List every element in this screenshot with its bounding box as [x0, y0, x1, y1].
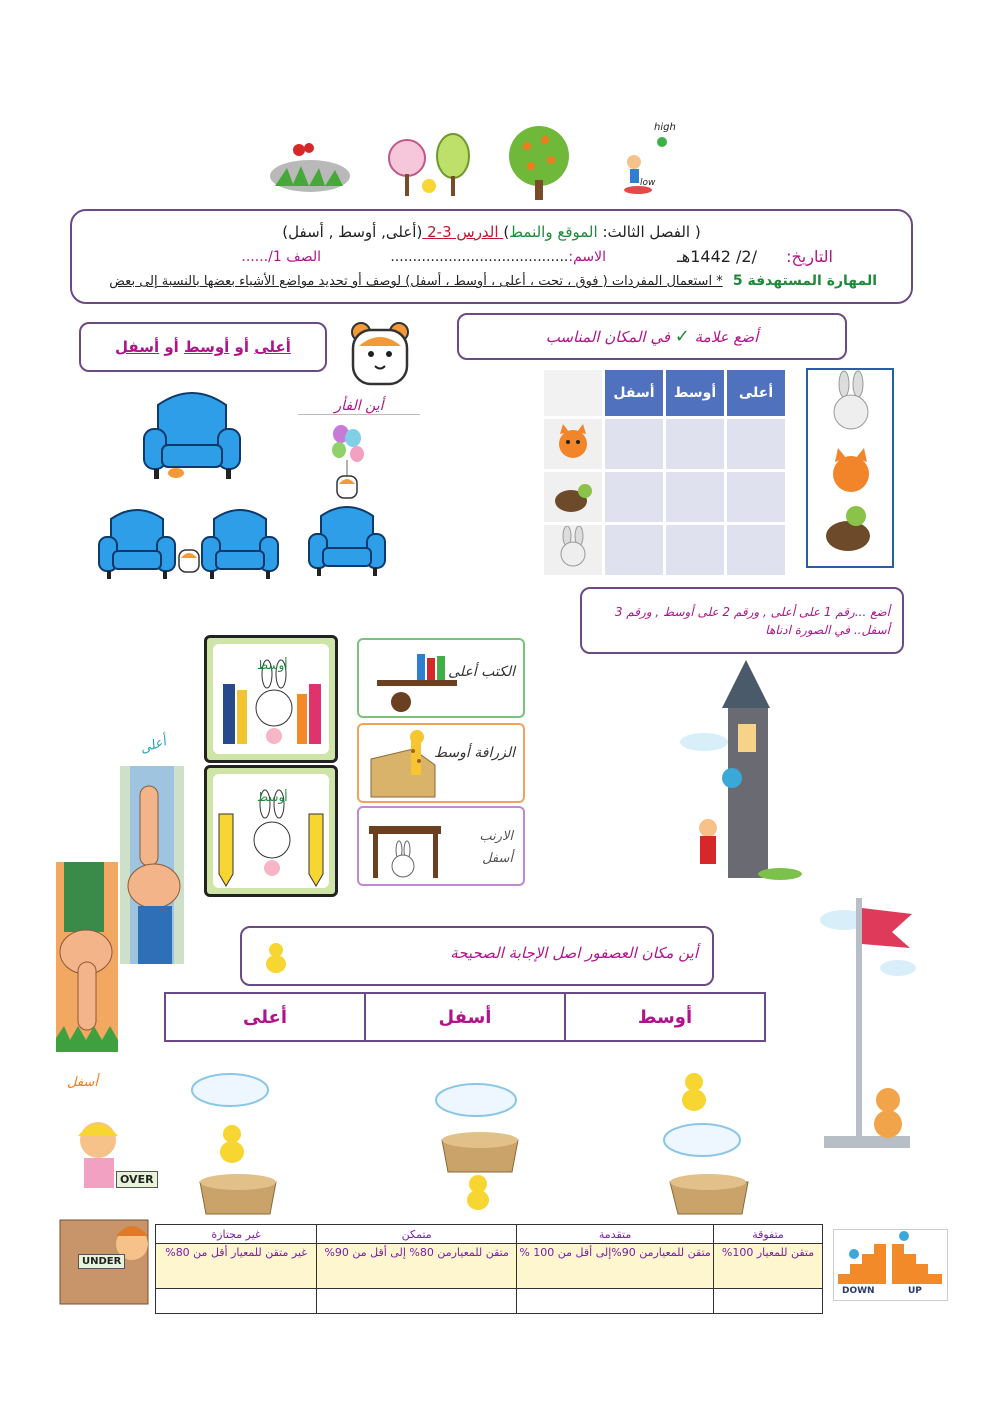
rubric-mark-advanced[interactable] — [517, 1289, 714, 1314]
balloon-mouse — [327, 424, 369, 502]
row-cat — [544, 419, 602, 469]
book-card-bottom — [204, 765, 338, 897]
date-label: التاريخ: — [786, 247, 833, 266]
rubric-mark-proficient[interactable] — [317, 1289, 517, 1314]
hamster-picture — [347, 318, 413, 388]
header-top: أعلى — [727, 370, 785, 416]
row-rabbit — [544, 525, 602, 575]
scene-card-rabbit — [357, 806, 525, 886]
rabbit-icon — [545, 526, 601, 570]
stairs-down-label: DOWN — [842, 1286, 875, 1296]
check-text-before: أضع علامة — [694, 328, 759, 346]
rubric-mark-failed[interactable] — [156, 1289, 317, 1314]
scene-giraffe-text: الزرافة أوسط — [434, 745, 515, 761]
finger-down-picture — [56, 862, 118, 1052]
row-turtle — [544, 472, 602, 522]
cell-rabbit-bottom[interactable] — [605, 525, 663, 575]
chapter-title: ( الفصل الثالث: الموقع والنمط) الدرس 3-2 (أعلى, أوسط , أسفل) — [282, 223, 701, 241]
rubric-d-advanced: متقن للمعيارمن 90%إلى أقل من 100 % — [517, 1244, 714, 1289]
name-blank[interactable]: ........................................ — [390, 249, 569, 265]
cell-cat-top[interactable] — [727, 419, 785, 469]
over-under-picture — [48, 1116, 160, 1306]
or-2: أو — [159, 338, 185, 356]
option-middle: أوسط — [184, 338, 230, 356]
rubric-h-proficient: متمكن — [317, 1225, 517, 1244]
rubric-d-proficient: متقن للمعيارمن 80% إلى أقل من 90% — [317, 1244, 517, 1289]
rock-ant-picture — [265, 128, 355, 193]
tower-picture — [672, 660, 802, 882]
answer-middle[interactable]: أوسط — [565, 993, 765, 1041]
skill-line — [109, 273, 877, 289]
header-bottom: أسفل — [605, 370, 663, 416]
option-top: أعلى — [254, 338, 291, 356]
number-instruction-box: أضع ...رقم 1 على أعلى , ورقم 2 على أوسط , ورقم 3 أسفل.. في الصورة ادناها — [580, 587, 904, 654]
rubric-d-failed: غير متقن للمعيار أقل من 80% — [156, 1244, 317, 1289]
answer-row — [164, 992, 766, 1042]
book-card-top-label: أوسط — [257, 658, 288, 672]
rubric-mark-excellent[interactable] — [714, 1289, 823, 1314]
rubric-h-failed: غير مجتازة — [156, 1225, 317, 1244]
date-line — [677, 247, 833, 266]
check-mark-icon: ✓ — [674, 326, 690, 347]
under-sign: UNDER — [78, 1254, 125, 1269]
chapter-topic: الموقع والنمط — [509, 223, 598, 241]
stump-scene-right — [660, 1070, 770, 1218]
chair-left — [97, 503, 177, 583]
mouse-question: أين الفأر — [298, 398, 420, 415]
finger-down-label: أسفل — [67, 1075, 98, 1090]
chapter-prefix: ( الفصل الثالث: — [597, 223, 701, 241]
scene-rabbit-text: الارنب أسفل — [479, 829, 513, 866]
options-box — [79, 322, 327, 372]
high-low-picture — [620, 122, 682, 197]
name-label: الاسم: — [568, 249, 606, 265]
animal-stack — [806, 368, 894, 568]
book-card-bottom-label: أوسط — [257, 790, 288, 804]
check-text-after: في المكان المناسب — [545, 328, 670, 346]
or-1: أو — [229, 338, 255, 356]
finger-up-label: أعلى — [138, 734, 169, 757]
cell-turtle-bottom[interactable] — [605, 472, 663, 522]
answer-bottom[interactable]: أسفل — [365, 993, 565, 1041]
class-label[interactable]: الصف 1/...... — [241, 249, 321, 265]
fruit-tree-picture — [505, 122, 573, 202]
chair-top — [140, 385, 245, 485]
cat-icon — [545, 420, 601, 464]
stairs-picture — [833, 1229, 948, 1301]
scene-card-books — [357, 638, 525, 718]
scene-card-giraffe — [357, 723, 525, 803]
high-label: high — [654, 122, 676, 133]
cell-turtle-top[interactable] — [727, 472, 785, 522]
rubric-h-advanced: متقدمة — [517, 1225, 714, 1244]
over-sign: OVER — [116, 1171, 158, 1188]
chick-icon — [260, 936, 292, 976]
scene-books-text: الكتب أعلى — [448, 664, 515, 680]
corner-cell — [544, 370, 602, 416]
cell-rabbit-middle[interactable] — [666, 525, 724, 575]
skill-text: * استعمال المفردات ( فوق ، تحت ، أعلى ، أوسط ، أسفل) لوصف أو تحديد مواضع الأشياء بعضها بالنسبة إلى بعض — [109, 274, 723, 289]
turtle-icon — [545, 473, 601, 517]
answer-top[interactable]: أعلى — [165, 993, 365, 1041]
skill-label: المهارة المستهدفة 5 — [732, 273, 877, 289]
flagpole-picture — [818, 884, 918, 1154]
header-box — [70, 209, 913, 304]
check-instruction-box — [457, 313, 847, 360]
chair-right — [307, 500, 387, 582]
book-card-top — [204, 635, 338, 763]
lesson-topic: (أعلى, أوسط , أسفل) — [282, 223, 423, 241]
bird-question-box — [240, 926, 714, 986]
cell-rabbit-top[interactable] — [727, 525, 785, 575]
stump-scene-middle — [432, 1080, 532, 1212]
cell-cat-middle[interactable] — [666, 419, 724, 469]
date-value: /2/ 1442هـ — [677, 247, 757, 266]
position-mark-table — [541, 367, 788, 578]
low-label: low — [640, 178, 656, 188]
finger-up-picture — [120, 766, 184, 964]
rubric-d-excellent: متقن للمعيار 100% — [714, 1244, 823, 1289]
trees-bird-picture — [385, 128, 475, 200]
rubric-table — [155, 1224, 823, 1314]
lesson-label: الدرس 3-2 — [422, 223, 504, 241]
chair-middle — [200, 503, 280, 583]
mouse-between-chairs — [177, 546, 201, 574]
bird-question-text: أين مكان العصفور اصل الإجابة الصحيحة — [450, 944, 698, 962]
header-middle: أوسط — [666, 370, 724, 416]
cell-turtle-middle[interactable] — [666, 472, 724, 522]
rubric-h-excellent: متفوقة — [714, 1225, 823, 1244]
name-line — [390, 249, 606, 265]
stump-scene-left — [188, 1070, 298, 1220]
option-bottom: أسفل — [115, 338, 160, 356]
cell-cat-bottom[interactable] — [605, 419, 663, 469]
stairs-up-label: UP — [908, 1286, 922, 1296]
